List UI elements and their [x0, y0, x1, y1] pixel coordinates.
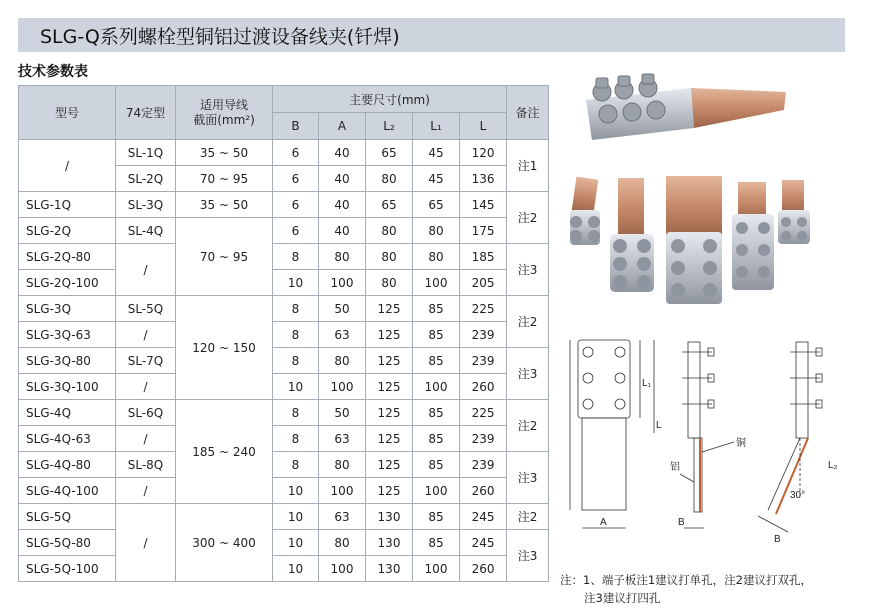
cell-model: SLG-2Q-100 [19, 270, 116, 296]
footnote [560, 571, 812, 607]
table-row [19, 556, 549, 582]
cell-std74: SL-8Q [116, 452, 176, 478]
cell-l: 145 [460, 192, 507, 218]
product-photo-single [566, 70, 796, 150]
cell-l2: 65 [366, 192, 413, 218]
cell-b: 8 [273, 426, 319, 452]
cell-b: 10 [273, 556, 319, 582]
table-row [19, 192, 549, 218]
cell-model: SLG-5Q-100 [19, 556, 116, 582]
cell-l: 120 [460, 140, 507, 166]
cell-std74: SL-2Q [116, 166, 176, 192]
cell-l1: 100 [413, 374, 460, 400]
cell-l: 185 [460, 244, 507, 270]
header-section-line1: 适用导线 [199, 97, 248, 112]
cell-l1: 65 [413, 192, 460, 218]
cell-l1: 100 [413, 270, 460, 296]
cell-l: 225 [460, 296, 507, 322]
cell-b: 10 [273, 530, 319, 556]
header-dim-l: L [460, 113, 507, 140]
cell-a: 50 [319, 296, 366, 322]
cell-model: SLG-4Q-63 [19, 426, 116, 452]
cell-section: 70 ~ 95 [176, 166, 273, 192]
cell-l1: 85 [413, 348, 460, 374]
header-std74: 74定型 [116, 86, 176, 140]
cell-model: SLG-4Q-100 [19, 478, 116, 504]
cell-std74: / [116, 504, 176, 582]
clamp-item [666, 176, 722, 304]
table-row [19, 140, 549, 166]
header-row [19, 86, 549, 113]
table-row [19, 452, 549, 478]
cell-a: 63 [319, 322, 366, 348]
cell-model: / [19, 140, 116, 192]
dim-label-l: L [656, 420, 662, 431]
cell-std74: SL-1Q [116, 140, 176, 166]
cell-l1: 85 [413, 452, 460, 478]
cell-b: 10 [273, 504, 319, 530]
header-dim-l2: L₂ [366, 113, 413, 140]
cell-b: 8 [273, 400, 319, 426]
cell-a: 80 [319, 348, 366, 374]
page-title: SLG-Q系列螺栓型铜铝过渡设备线夹(钎焊) [40, 26, 400, 48]
cell-l1: 80 [413, 244, 460, 270]
header-dim-l1: L₁ [413, 113, 460, 140]
cell-remark: 注3 [507, 348, 549, 400]
dim-label-l1: L₁ [642, 378, 651, 389]
cell-model: SLG-3Q-63 [19, 322, 116, 348]
cell-l2: 125 [366, 426, 413, 452]
table-row [19, 400, 549, 426]
cell-section: 35 ~ 50 [176, 140, 273, 166]
technical-drawing [560, 328, 850, 548]
cell-model: SLG-4Q [19, 400, 116, 426]
clamp-item [732, 182, 774, 290]
cell-std74: SL-4Q [116, 218, 176, 244]
cell-b: 8 [273, 322, 319, 348]
cell-std74: SL-3Q [116, 192, 176, 218]
side-view [682, 342, 714, 528]
table-row [19, 348, 549, 374]
header-dims-group: 主要尺寸(mm) [273, 86, 507, 113]
cell-l2: 125 [366, 296, 413, 322]
header-section [176, 86, 273, 140]
cell-l1: 85 [413, 322, 460, 348]
cell-l1: 85 [413, 530, 460, 556]
cell-std74: SL-7Q [116, 348, 176, 374]
cell-remark: 注3 [507, 452, 549, 504]
cell-b: 6 [273, 218, 319, 244]
cell-std74: SL-6Q [116, 400, 176, 426]
front-view [570, 340, 654, 528]
cell-l2: 80 [366, 166, 413, 192]
cell-a: 80 [319, 452, 366, 478]
angled-view [758, 342, 822, 532]
cell-l2: 65 [366, 140, 413, 166]
cell-model: SLG-5Q-80 [19, 530, 116, 556]
cell-a: 40 [319, 218, 366, 244]
dim-label-a: A [600, 517, 607, 528]
cell-std74: / [116, 478, 176, 504]
cell-l1: 85 [413, 504, 460, 530]
cell-b: 6 [273, 140, 319, 166]
cell-a: 40 [319, 140, 366, 166]
dim-label-b: B [678, 517, 685, 528]
label-aluminum: 铝 [670, 462, 680, 473]
cell-l2: 130 [366, 530, 413, 556]
cell-a: 100 [319, 556, 366, 582]
cell-l1: 80 [413, 218, 460, 244]
cell-model: SLG-4Q-80 [19, 452, 116, 478]
cell-a: 80 [319, 244, 366, 270]
cell-remark: 注1 [507, 140, 549, 192]
cell-l2: 125 [366, 322, 413, 348]
table-row [19, 322, 549, 348]
cell-l: 175 [460, 218, 507, 244]
cell-l: 239 [460, 452, 507, 478]
cell-b: 10 [273, 374, 319, 400]
cell-l: 136 [460, 166, 507, 192]
cell-l1: 100 [413, 556, 460, 582]
product-photo-group [566, 170, 816, 310]
table-row [19, 374, 549, 400]
cell-section: 120 ~ 150 [176, 296, 273, 400]
cell-model: SLG-2Q-80 [19, 244, 116, 270]
cell-b: 10 [273, 478, 319, 504]
cell-a: 50 [319, 400, 366, 426]
footnote-line1: 注：1、端子板注1建议打单孔，注2建议打双孔， [560, 573, 812, 587]
cell-l1: 85 [413, 296, 460, 322]
cell-l: 260 [460, 478, 507, 504]
table-row [19, 244, 549, 270]
cell-l2: 130 [366, 556, 413, 582]
cell-b: 6 [273, 166, 319, 192]
cell-remark: 注3 [507, 530, 549, 582]
cell-l2: 125 [366, 374, 413, 400]
table-row [19, 504, 549, 530]
cell-l2: 80 [366, 218, 413, 244]
cell-a: 63 [319, 504, 366, 530]
cell-l2: 125 [366, 452, 413, 478]
cell-l: 225 [460, 400, 507, 426]
footnote-line2: 注3建议打四孔 [584, 591, 661, 605]
cell-a: 40 [319, 166, 366, 192]
copper-plate [691, 88, 786, 128]
cell-l2: 125 [366, 478, 413, 504]
cell-std74: / [116, 374, 176, 400]
clamp-item [778, 180, 810, 244]
table-row [19, 218, 549, 244]
cell-section: 300 ~ 400 [176, 504, 273, 582]
header-dim-b: B [273, 113, 319, 140]
cell-model: SLG-1Q [19, 192, 116, 218]
cell-std74: / [116, 322, 176, 348]
cell-l: 260 [460, 374, 507, 400]
cell-model: SLG-3Q-100 [19, 374, 116, 400]
cell-b: 8 [273, 452, 319, 478]
cell-l: 239 [460, 348, 507, 374]
header-remark: 备注 [507, 86, 549, 140]
table-row [19, 426, 549, 452]
cell-a: 63 [319, 426, 366, 452]
cell-model: SLG-3Q [19, 296, 116, 322]
cell-remark: 注2 [507, 296, 549, 348]
dim-label-l2: L₂ [828, 460, 838, 471]
title-bar [18, 18, 845, 52]
cell-section: 70 ~ 95 [176, 218, 273, 296]
table-row [19, 530, 549, 556]
cell-a: 40 [319, 192, 366, 218]
cell-remark: 注2 [507, 504, 549, 530]
cell-section: 185 ~ 240 [176, 400, 273, 504]
cell-remark: 注2 [507, 192, 549, 244]
cell-l1: 45 [413, 140, 460, 166]
cell-l1: 85 [413, 400, 460, 426]
table-row [19, 270, 549, 296]
cell-l: 245 [460, 504, 507, 530]
cell-l: 260 [460, 556, 507, 582]
clamp-item [610, 178, 654, 292]
cell-std74: SL-5Q [116, 296, 176, 322]
cell-b: 8 [273, 296, 319, 322]
header-dim-a: A [319, 113, 366, 140]
cell-l2: 130 [366, 504, 413, 530]
cell-l: 239 [460, 426, 507, 452]
cell-a: 80 [319, 530, 366, 556]
spec-table [18, 85, 549, 582]
cell-l2: 80 [366, 270, 413, 296]
cell-b: 6 [273, 192, 319, 218]
cell-model: SLG-5Q [19, 504, 116, 530]
cell-l1: 85 [413, 426, 460, 452]
table-row [19, 478, 549, 504]
cell-l: 239 [460, 322, 507, 348]
cell-a: 100 [319, 374, 366, 400]
cell-l1: 100 [413, 478, 460, 504]
cell-a: 100 [319, 478, 366, 504]
cell-remark: 注2 [507, 400, 549, 452]
label-angle: 30° [790, 490, 806, 501]
dim-label-b-angled: B [774, 534, 781, 545]
cell-section: 35 ~ 50 [176, 192, 273, 218]
cell-model: SLG-3Q-80 [19, 348, 116, 374]
table-row [19, 296, 549, 322]
section-title: 技术参数表 [18, 64, 88, 80]
cell-std74: / [116, 244, 176, 296]
header-model: 型号 [19, 86, 116, 140]
cell-l2: 80 [366, 244, 413, 270]
cell-std74: / [116, 426, 176, 452]
cell-l2: 125 [366, 400, 413, 426]
cell-b: 8 [273, 348, 319, 374]
cell-remark: 注3 [507, 244, 549, 296]
header-section-line2: 截面(mm²) [193, 112, 255, 127]
cell-l: 245 [460, 530, 507, 556]
cell-b: 10 [273, 270, 319, 296]
cell-a: 100 [319, 270, 366, 296]
label-copper: 铜 [736, 438, 746, 449]
cell-l: 205 [460, 270, 507, 296]
cell-l2: 125 [366, 348, 413, 374]
cell-l1: 45 [413, 166, 460, 192]
clamp-item [570, 177, 600, 245]
cell-model: SLG-2Q [19, 218, 116, 244]
cell-b: 8 [273, 244, 319, 270]
